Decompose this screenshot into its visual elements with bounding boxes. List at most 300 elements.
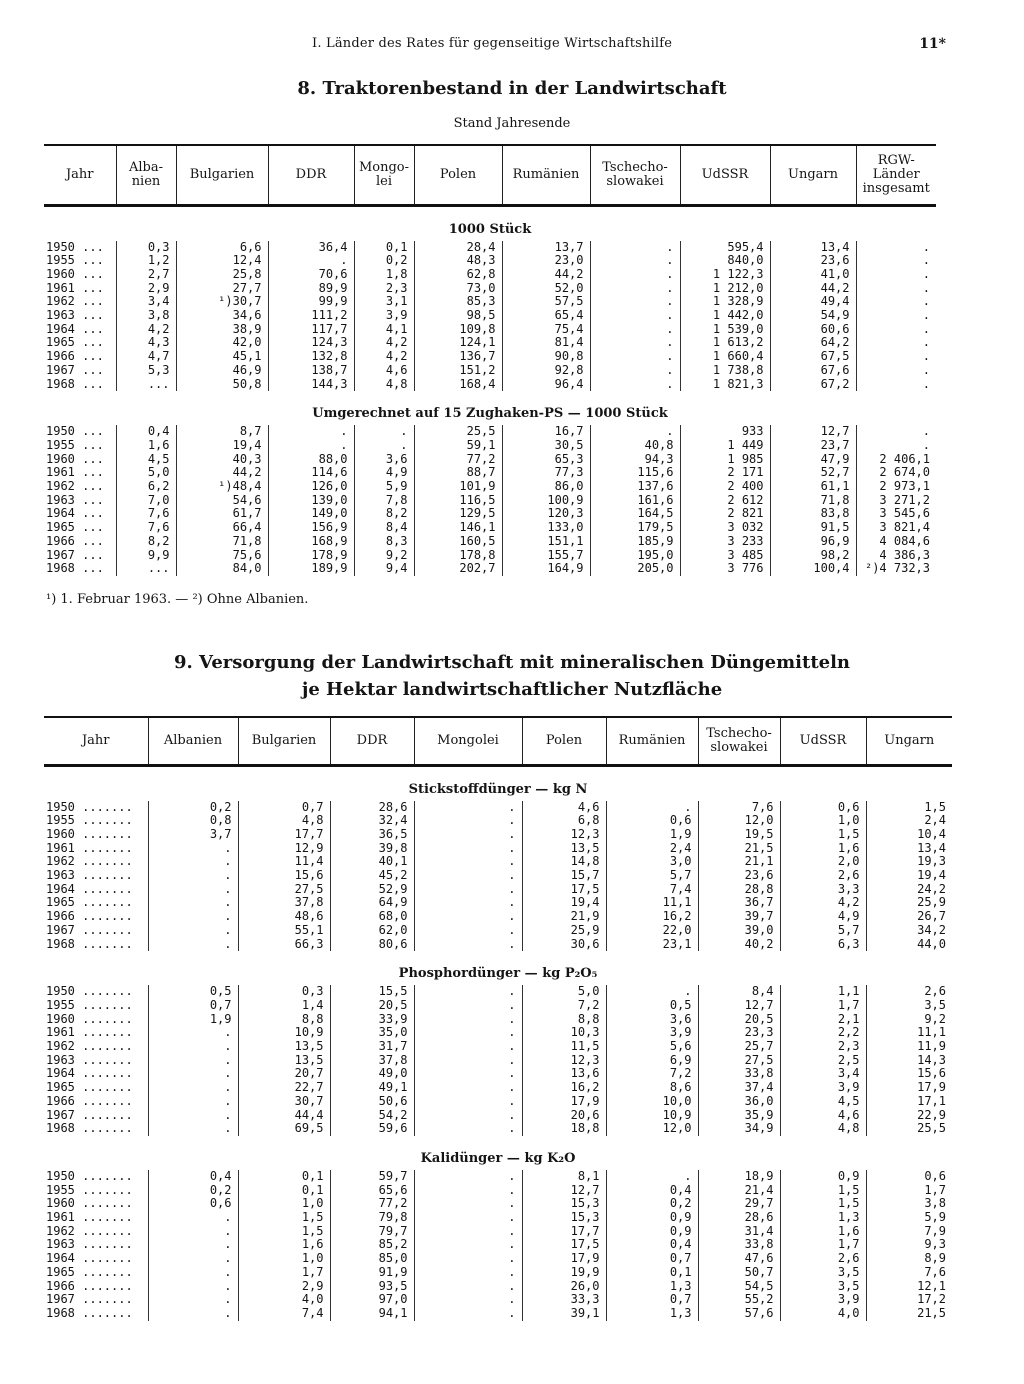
value-cell: 1 539,0 bbox=[680, 323, 770, 337]
value-cell: . bbox=[856, 282, 936, 296]
value-cell: 1,6 bbox=[116, 439, 176, 453]
value-cell: 84,0 bbox=[176, 562, 268, 576]
value-cell: 21,9 bbox=[522, 910, 606, 924]
table-row bbox=[44, 241, 936, 255]
value-cell: 933 bbox=[680, 425, 770, 439]
column-header: DDR bbox=[268, 145, 354, 205]
value-cell: . bbox=[414, 1026, 522, 1040]
value-cell: 117,7 bbox=[268, 323, 354, 337]
table-row bbox=[44, 1252, 952, 1266]
section-spacer bbox=[44, 205, 936, 219]
value-cell: 65,6 bbox=[330, 1184, 414, 1198]
value-cell: 12,7 bbox=[770, 425, 856, 439]
value-cell: . bbox=[148, 1095, 238, 1109]
value-cell: 12,0 bbox=[698, 814, 780, 828]
table-row bbox=[44, 1211, 952, 1225]
value-cell: 15,5 bbox=[330, 985, 414, 999]
value-cell: 21,1 bbox=[698, 855, 780, 869]
value-cell: 3,8 bbox=[866, 1197, 952, 1211]
table9-title-line1: 9. Versorgung der Landwirtschaft mit mineralischen Düngemitteln bbox=[173, 652, 851, 673]
value-cell: 44,2 bbox=[502, 268, 590, 282]
value-cell: 23,6 bbox=[770, 254, 856, 268]
value-cell: 39,7 bbox=[698, 910, 780, 924]
value-cell: . bbox=[268, 254, 354, 268]
value-cell: 92,8 bbox=[502, 364, 590, 378]
table-row bbox=[44, 254, 936, 268]
section-heading: 1000 Stück bbox=[448, 221, 532, 237]
value-cell: 54,5 bbox=[698, 1280, 780, 1294]
value-cell: 3 776 bbox=[680, 562, 770, 576]
value-cell: 23,0 bbox=[502, 254, 590, 268]
value-cell: 4,6 bbox=[780, 1109, 866, 1123]
table-row bbox=[44, 364, 936, 378]
spacer-cell bbox=[44, 1136, 952, 1148]
table-row bbox=[44, 378, 936, 392]
value-cell: 49,0 bbox=[330, 1067, 414, 1081]
value-cell: 48,3 bbox=[414, 254, 502, 268]
table-row bbox=[44, 1067, 952, 1081]
section-spacer bbox=[44, 951, 952, 963]
value-cell: 8,6 bbox=[606, 1081, 698, 1095]
value-cell: . bbox=[590, 268, 680, 282]
value-cell: 40,8 bbox=[590, 439, 680, 453]
year-cell: 1964 ....... bbox=[46, 1066, 133, 1081]
year-cell: 1968 ....... bbox=[46, 1306, 133, 1320]
value-cell: . bbox=[148, 1040, 238, 1054]
section-heading-row bbox=[44, 963, 952, 985]
value-cell: 14,3 bbox=[866, 1054, 952, 1068]
value-cell: 13,5 bbox=[238, 1054, 330, 1068]
column-header: Mongo- lei bbox=[354, 145, 414, 205]
value-cell: . bbox=[414, 1307, 522, 1321]
value-cell: ¹)30,7 bbox=[176, 295, 268, 309]
value-cell: 20,5 bbox=[698, 1013, 780, 1027]
value-cell: 138,7 bbox=[268, 364, 354, 378]
value-cell: 65,3 bbox=[502, 453, 590, 467]
value-cell: 32,4 bbox=[330, 814, 414, 828]
value-cell: 168,9 bbox=[268, 535, 354, 549]
section-spacer bbox=[44, 765, 952, 779]
value-cell: 8,4 bbox=[354, 521, 414, 535]
value-cell: 71,8 bbox=[770, 494, 856, 508]
year-cell: 1966 ....... bbox=[46, 909, 133, 924]
year-cell: 1967 ....... bbox=[46, 1292, 133, 1307]
value-cell: 18,8 bbox=[522, 1122, 606, 1136]
value-cell: 1 442,0 bbox=[680, 309, 770, 323]
value-cell: 4,2 bbox=[116, 323, 176, 337]
value-cell: 12,3 bbox=[522, 828, 606, 842]
value-cell: . bbox=[148, 1238, 238, 1252]
table-row bbox=[44, 896, 952, 910]
value-cell: 99,9 bbox=[268, 295, 354, 309]
value-cell: ¹)48,4 bbox=[176, 480, 268, 494]
value-cell: 55,1 bbox=[238, 924, 330, 938]
value-cell: 7,6 bbox=[116, 507, 176, 521]
value-cell: 37,4 bbox=[698, 1081, 780, 1095]
value-cell: 2,6 bbox=[780, 1252, 866, 1266]
value-cell: ... bbox=[116, 562, 176, 576]
value-cell: 0,4 bbox=[606, 1184, 698, 1198]
table-row bbox=[44, 323, 936, 337]
value-cell: 189,9 bbox=[268, 562, 354, 576]
value-cell: 2 973,1 bbox=[856, 480, 936, 494]
value-cell: 15,7 bbox=[522, 869, 606, 883]
value-cell: 3,5 bbox=[866, 999, 952, 1013]
year-cell: 1960 ... bbox=[46, 266, 104, 281]
value-cell: . bbox=[148, 1122, 238, 1136]
table-row bbox=[44, 842, 952, 856]
value-cell: 54,9 bbox=[770, 309, 856, 323]
value-cell: 7,2 bbox=[606, 1067, 698, 1081]
value-cell: 3,9 bbox=[606, 1026, 698, 1040]
value-cell: 11,5 bbox=[522, 1040, 606, 1054]
column-header: Albanien bbox=[148, 717, 238, 765]
value-cell: 6,6 bbox=[176, 241, 268, 255]
table8-footnote: ¹) 1. Februar 1963. — ²) Ohne Albanien. bbox=[46, 592, 309, 607]
value-cell: 62,0 bbox=[330, 924, 414, 938]
spacer-cell bbox=[44, 391, 936, 403]
value-cell: 0,6 bbox=[148, 1197, 238, 1211]
value-cell: 1,7 bbox=[780, 999, 866, 1013]
table-row bbox=[44, 814, 952, 828]
value-cell: 22,7 bbox=[238, 1081, 330, 1095]
value-cell: . bbox=[414, 855, 522, 869]
value-cell: . bbox=[414, 1293, 522, 1307]
value-cell: 202,7 bbox=[414, 562, 502, 576]
value-cell: 25,7 bbox=[698, 1040, 780, 1054]
value-cell: . bbox=[856, 439, 936, 453]
value-cell: 11,1 bbox=[866, 1026, 952, 1040]
value-cell: 3,0 bbox=[606, 855, 698, 869]
value-cell: 93,5 bbox=[330, 1280, 414, 1294]
value-cell: 2 400 bbox=[680, 480, 770, 494]
value-cell: 69,5 bbox=[238, 1122, 330, 1136]
table-row bbox=[44, 883, 952, 897]
value-cell: 0,9 bbox=[606, 1225, 698, 1239]
value-cell: 27,7 bbox=[176, 282, 268, 296]
value-cell: 0,9 bbox=[780, 1170, 866, 1184]
value-cell: 8,7 bbox=[176, 425, 268, 439]
value-cell: 5,7 bbox=[780, 924, 866, 938]
value-cell: 1,2 bbox=[116, 254, 176, 268]
section-heading-row bbox=[44, 219, 936, 241]
value-cell: 136,7 bbox=[414, 350, 502, 364]
value-cell: 40,1 bbox=[330, 855, 414, 869]
value-cell: 21,5 bbox=[698, 842, 780, 856]
value-cell: . bbox=[590, 378, 680, 392]
year-cell: 1961 ... bbox=[46, 280, 104, 295]
column-header: Bulgarien bbox=[176, 145, 268, 205]
value-cell: 52,7 bbox=[770, 466, 856, 480]
year-cell: 1964 ....... bbox=[46, 1251, 133, 1266]
value-cell: 28,6 bbox=[330, 801, 414, 815]
value-cell: . bbox=[148, 883, 238, 897]
value-cell: 10,9 bbox=[238, 1026, 330, 1040]
value-cell: . bbox=[590, 282, 680, 296]
value-cell: . bbox=[414, 1238, 522, 1252]
value-cell: 12,3 bbox=[522, 1054, 606, 1068]
column-header: Rumänien bbox=[502, 145, 590, 205]
spacer-cell bbox=[44, 765, 952, 779]
value-cell: 19,4 bbox=[866, 869, 952, 883]
value-cell: 3 032 bbox=[680, 521, 770, 535]
value-cell: 7,6 bbox=[698, 801, 780, 815]
value-cell: 6,2 bbox=[116, 480, 176, 494]
value-cell: 23,3 bbox=[698, 1026, 780, 1040]
table-row bbox=[44, 1184, 952, 1198]
value-cell: 4,5 bbox=[780, 1095, 866, 1109]
value-cell: . bbox=[414, 910, 522, 924]
value-cell: . bbox=[590, 295, 680, 309]
value-cell: 7,6 bbox=[116, 521, 176, 535]
value-cell: 12,7 bbox=[698, 999, 780, 1013]
value-cell: 3,7 bbox=[148, 828, 238, 842]
table-row bbox=[44, 828, 952, 842]
value-cell: . bbox=[148, 1293, 238, 1307]
value-cell: 89,9 bbox=[268, 282, 354, 296]
value-cell: 23,1 bbox=[606, 938, 698, 952]
value-cell: 124,3 bbox=[268, 336, 354, 350]
value-cell: 132,8 bbox=[268, 350, 354, 364]
year-cell: 1965 ... bbox=[46, 520, 104, 535]
value-cell: 9,2 bbox=[866, 1013, 952, 1027]
year-cell: 1962 ... bbox=[46, 294, 104, 309]
section-heading: Umgerechnet auf 15 Zughaken-PS — 1000 Stück bbox=[312, 406, 668, 422]
year-cell: 1955 ... bbox=[46, 253, 104, 268]
value-cell: 161,6 bbox=[590, 494, 680, 508]
year-cell: 1961 ....... bbox=[46, 840, 133, 855]
value-cell: 1,9 bbox=[148, 1013, 238, 1027]
value-cell: 111,2 bbox=[268, 309, 354, 323]
value-cell: 25,5 bbox=[866, 1122, 952, 1136]
value-cell: 19,3 bbox=[866, 855, 952, 869]
year-cell: 1966 ... bbox=[46, 533, 104, 548]
value-cell: 2,4 bbox=[606, 842, 698, 856]
value-cell: ²)4 732,3 bbox=[856, 562, 936, 576]
column-header: Bulgarien bbox=[238, 717, 330, 765]
column-header: Tschecho- slowakei bbox=[590, 145, 680, 205]
value-cell: 1,0 bbox=[780, 814, 866, 828]
value-cell: 3,5 bbox=[780, 1280, 866, 1294]
value-cell: 97,0 bbox=[330, 1293, 414, 1307]
value-cell: 48,6 bbox=[238, 910, 330, 924]
value-cell: 13,7 bbox=[502, 241, 590, 255]
value-cell: 4,8 bbox=[780, 1122, 866, 1136]
year-cell: 1960 ....... bbox=[46, 1196, 133, 1211]
value-cell: 7,4 bbox=[238, 1307, 330, 1321]
table-row bbox=[44, 1013, 952, 1027]
value-cell: . bbox=[414, 1280, 522, 1294]
value-cell: 55,2 bbox=[698, 1293, 780, 1307]
value-cell: 11,4 bbox=[238, 855, 330, 869]
value-cell: 25,9 bbox=[522, 924, 606, 938]
value-cell: . bbox=[414, 1225, 522, 1239]
value-cell: 0,7 bbox=[606, 1293, 698, 1307]
value-cell: 66,4 bbox=[176, 521, 268, 535]
value-cell: . bbox=[856, 350, 936, 364]
value-cell: 3 821,4 bbox=[856, 521, 936, 535]
value-cell: 17,5 bbox=[522, 1238, 606, 1252]
table-row bbox=[44, 999, 952, 1013]
value-cell: 1,3 bbox=[606, 1307, 698, 1321]
value-cell: . bbox=[148, 842, 238, 856]
value-cell: 2 612 bbox=[680, 494, 770, 508]
table-row bbox=[44, 1040, 952, 1054]
year-cell: 1962 ....... bbox=[46, 1223, 133, 1238]
value-cell: 8,2 bbox=[354, 507, 414, 521]
value-cell: 21,5 bbox=[866, 1307, 952, 1321]
value-cell: 4,6 bbox=[522, 801, 606, 815]
value-cell: 116,5 bbox=[414, 494, 502, 508]
value-cell: 36,5 bbox=[330, 828, 414, 842]
value-cell: 36,4 bbox=[268, 241, 354, 255]
value-cell: . bbox=[414, 1095, 522, 1109]
table-row bbox=[44, 855, 952, 869]
year-cell: 1964 ... bbox=[46, 321, 104, 336]
value-cell: 23,6 bbox=[698, 869, 780, 883]
value-cell: 1 122,3 bbox=[680, 268, 770, 282]
value-cell: 7,6 bbox=[866, 1266, 952, 1280]
table-row bbox=[44, 350, 936, 364]
value-cell: 133,0 bbox=[502, 521, 590, 535]
table-row bbox=[44, 1266, 952, 1280]
value-cell: 62,8 bbox=[414, 268, 502, 282]
table-row bbox=[44, 1095, 952, 1109]
value-cell: 39,1 bbox=[522, 1307, 606, 1321]
value-cell: 50,8 bbox=[176, 378, 268, 392]
value-cell: 26,7 bbox=[866, 910, 952, 924]
value-cell: 2,5 bbox=[780, 1054, 866, 1068]
value-cell: 0,4 bbox=[116, 425, 176, 439]
value-cell: . bbox=[148, 1280, 238, 1294]
value-cell: 1,6 bbox=[238, 1238, 330, 1252]
value-cell: . bbox=[148, 1026, 238, 1040]
value-cell: 0,1 bbox=[238, 1170, 330, 1184]
column-header: DDR bbox=[330, 717, 414, 765]
value-cell: 3,6 bbox=[606, 1013, 698, 1027]
value-cell: 2,1 bbox=[780, 1013, 866, 1027]
value-cell: 3,4 bbox=[116, 295, 176, 309]
value-cell: 13,5 bbox=[238, 1040, 330, 1054]
value-cell: 1,7 bbox=[780, 1238, 866, 1252]
value-cell: . bbox=[148, 1109, 238, 1123]
value-cell: 13,6 bbox=[522, 1067, 606, 1081]
page-number: 11* bbox=[919, 36, 946, 52]
value-cell: 77,2 bbox=[414, 453, 502, 467]
value-cell: 4,7 bbox=[116, 350, 176, 364]
value-cell: 4 386,3 bbox=[856, 549, 936, 563]
value-cell: . bbox=[856, 295, 936, 309]
table-row bbox=[44, 1225, 952, 1239]
value-cell: 24,2 bbox=[866, 883, 952, 897]
value-cell: 4,1 bbox=[354, 323, 414, 337]
value-cell: 33,8 bbox=[698, 1067, 780, 1081]
value-cell: . bbox=[856, 323, 936, 337]
table-row bbox=[44, 801, 952, 815]
value-cell: 6,9 bbox=[606, 1054, 698, 1068]
year-cell: 1960 ... bbox=[46, 451, 104, 466]
value-cell: 86,0 bbox=[502, 480, 590, 494]
running-header-title: I. Länder des Rates für gegenseitige Wirtschaftshilfe bbox=[312, 36, 673, 51]
value-cell: 1,5 bbox=[780, 1197, 866, 1211]
value-cell: 17,9 bbox=[522, 1095, 606, 1109]
value-cell: . bbox=[148, 869, 238, 883]
value-cell: 114,6 bbox=[268, 466, 354, 480]
value-cell: . bbox=[414, 1067, 522, 1081]
year-cell: 1955 ....... bbox=[46, 1182, 133, 1197]
running-header bbox=[0, 36, 1024, 56]
value-cell: 109,8 bbox=[414, 323, 502, 337]
value-cell: 19,4 bbox=[522, 896, 606, 910]
value-cell: 1,1 bbox=[780, 985, 866, 999]
value-cell: 156,9 bbox=[268, 521, 354, 535]
value-cell: 17,9 bbox=[522, 1252, 606, 1266]
value-cell: 1,5 bbox=[780, 828, 866, 842]
value-cell: . bbox=[148, 1225, 238, 1239]
value-cell: . bbox=[414, 985, 522, 999]
value-cell: 4,3 bbox=[116, 336, 176, 350]
value-cell: 0,7 bbox=[238, 801, 330, 815]
value-cell: . bbox=[856, 309, 936, 323]
value-cell: 91,9 bbox=[330, 1266, 414, 1280]
value-cell: 3,9 bbox=[780, 1293, 866, 1307]
section-heading-row bbox=[44, 1148, 952, 1170]
value-cell: 19,9 bbox=[522, 1266, 606, 1280]
year-cell: 1950 ....... bbox=[46, 984, 133, 999]
value-cell: . bbox=[148, 1211, 238, 1225]
value-cell: 5,0 bbox=[116, 466, 176, 480]
value-cell: 9,9 bbox=[116, 549, 176, 563]
value-cell: 64,2 bbox=[770, 336, 856, 350]
value-cell: 88,0 bbox=[268, 453, 354, 467]
value-cell: 35,9 bbox=[698, 1109, 780, 1123]
value-cell: 1,3 bbox=[606, 1280, 698, 1294]
table-row bbox=[44, 1026, 952, 1040]
value-cell: 1,0 bbox=[238, 1197, 330, 1211]
value-cell: 0,6 bbox=[606, 814, 698, 828]
value-cell: 22,0 bbox=[606, 924, 698, 938]
value-cell: . bbox=[148, 1307, 238, 1321]
year-cell: 1962 ....... bbox=[46, 854, 133, 869]
value-cell: 16,2 bbox=[606, 910, 698, 924]
value-cell: 9,3 bbox=[866, 1238, 952, 1252]
value-cell: 17,1 bbox=[866, 1095, 952, 1109]
value-cell: . bbox=[606, 1170, 698, 1184]
value-cell: 17,7 bbox=[238, 828, 330, 842]
value-cell: 54,2 bbox=[330, 1109, 414, 1123]
year-cell: 1966 ....... bbox=[46, 1093, 133, 1108]
year-cell: 1968 ....... bbox=[46, 1121, 133, 1136]
table8 bbox=[44, 144, 936, 576]
value-cell: 45,2 bbox=[330, 869, 414, 883]
value-cell: 85,3 bbox=[414, 295, 502, 309]
table-row bbox=[44, 521, 936, 535]
value-cell: 7,9 bbox=[866, 1225, 952, 1239]
value-cell: 10,4 bbox=[866, 828, 952, 842]
value-cell: 2,7 bbox=[116, 268, 176, 282]
value-cell: 65,4 bbox=[502, 309, 590, 323]
value-cell: 22,9 bbox=[866, 1109, 952, 1123]
value-cell: 1 821,3 bbox=[680, 378, 770, 392]
value-cell: 2,9 bbox=[116, 282, 176, 296]
value-cell: 75,4 bbox=[502, 323, 590, 337]
year-cell: 1955 ....... bbox=[46, 813, 133, 828]
value-cell: 28,8 bbox=[698, 883, 780, 897]
year-cell: 1967 ... bbox=[46, 362, 104, 377]
value-cell: 160,5 bbox=[414, 535, 502, 549]
section-heading-row bbox=[44, 779, 952, 801]
value-cell: 151,2 bbox=[414, 364, 502, 378]
